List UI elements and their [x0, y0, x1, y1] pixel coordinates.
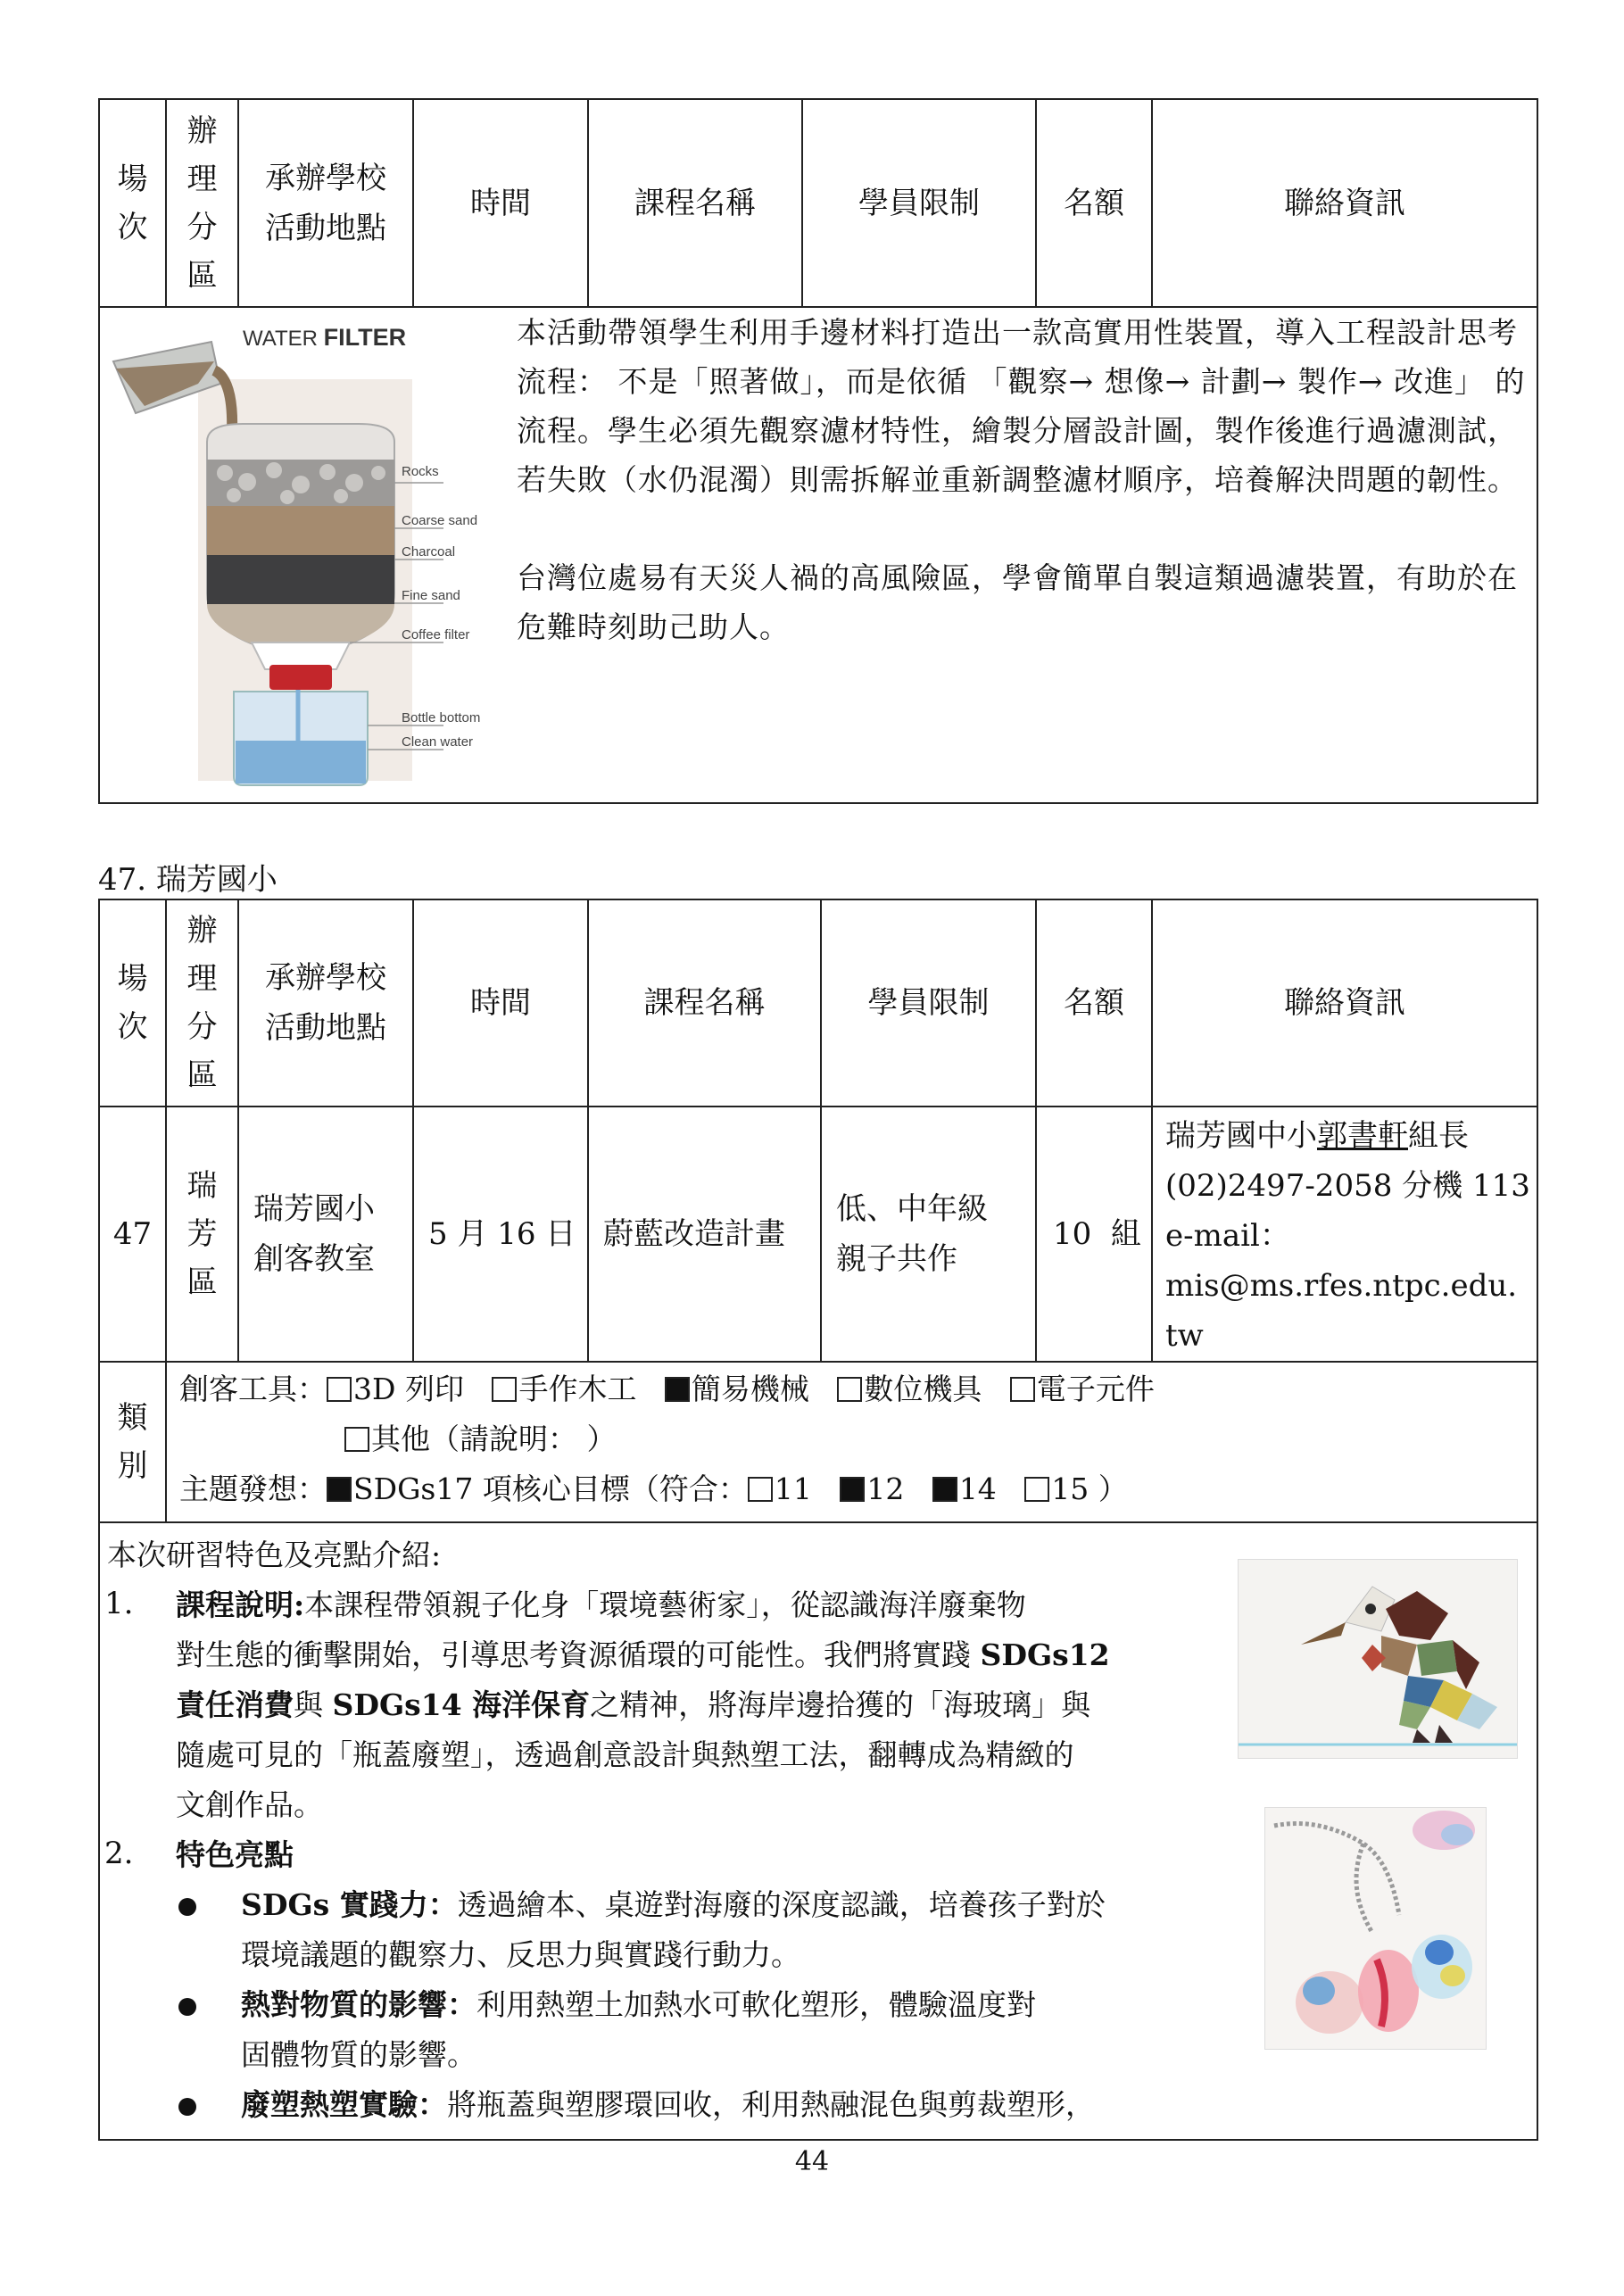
row-district: 瑞 芳 區 — [166, 1107, 238, 1362]
label-charcoal: Charcoal — [402, 544, 456, 559]
bullet-3: 廢塑熱塑實驗：將瓶蓋與塑膠環回收，利用熱融混色與剪裁塑形， — [241, 2087, 1095, 2122]
description-paragraph-2: 台灣位處易有天災人禍的高風險區，學會簡單自製這類過濾裝置，有助於在危難時刻助己助人。 — [517, 560, 1518, 644]
checkbox-sdg-12[interactable] — [840, 1477, 865, 1502]
row-quota: 10 組 — [1036, 1107, 1152, 1362]
contact-email-label: e-mail： — [1165, 1218, 1290, 1254]
label-clean-water: Clean water — [402, 734, 474, 750]
table-previous — [98, 98, 1538, 804]
bullet-icon — [178, 2098, 196, 2116]
section-title: 47. 瑞芳國小 — [98, 862, 278, 898]
table-header-row — [99, 99, 1537, 307]
header-time: 時間 — [413, 899, 588, 1107]
theme-line: 主題發想： SDGs17 項核心目標（符合： 11 12 14 15 ） — [179, 1471, 1128, 1506]
activity-description-cell — [99, 307, 1537, 803]
checkbox-electronics[interactable] — [1010, 1377, 1035, 1402]
row-contact — [1152, 1107, 1537, 1362]
maker-tools-line: 創客工具： 3D 列印 手作木工 簡易機械 數位機具 電子元件 — [179, 1372, 1155, 1406]
label-coarse-sand: Coarse sand — [402, 513, 478, 528]
header-students: 學員限制 — [821, 899, 1036, 1107]
label-coffee-filter: Coffee filter — [402, 627, 470, 642]
checkbox-digital-machine[interactable] — [837, 1377, 862, 1402]
header-district: 辦 理 分 區 — [166, 899, 238, 1107]
sea-glass-bird-photo — [1238, 1559, 1518, 1759]
header-quota: 名額 — [1036, 899, 1152, 1107]
checkbox-woodwork[interactable] — [492, 1377, 517, 1402]
intro-cell — [99, 1522, 1537, 2140]
bullet-1: SDGs 實踐力：透過繪本、桌遊對海廢的深度認識，培養孩子對於 環境議題的觀察力、反思力與實踐行動力。 — [241, 1887, 1106, 1972]
checkbox-simple-machine[interactable] — [665, 1377, 690, 1402]
row-school: 瑞芳國小 創客教室 — [238, 1107, 413, 1362]
header-school: 承辦學校 活動地點 — [238, 99, 413, 307]
water-filter-diagram — [100, 308, 493, 804]
header-students: 學員限制 — [802, 99, 1036, 307]
item2-number: 2. — [104, 1836, 134, 1871]
bullet-2: 熱對物質的影響：利用熱塑土加熱水可軟化塑形，體驗溫度對 固體物質的影響。 — [241, 1987, 1036, 2072]
description-paragraph-1: 本活動帶領學生利用手邊材料打造出一款高實用性裝置，導入工程設計思考流程： 不是「照著做」，而是依循 「觀察→ 想像→ 計劃→ 製作→ 改進」 的流程。學生必須先觀察濾材特性，繪製分層設計圖，製作後進行過濾測試，若失敗（水仍混濁）則需拆解並重新調整濾材順序，培養解決問題的韌性。 — [517, 315, 1526, 497]
header-course: 課程名稱 — [588, 899, 821, 1107]
contact-name: 瑞芳國中小郭書軒組長 — [1165, 1118, 1469, 1154]
header-contact: 聯絡資訊 — [1152, 899, 1537, 1107]
label-bottle-bottom: Bottle bottom — [402, 710, 481, 725]
table-header-row — [99, 899, 1537, 1107]
row-students: 低、中年級 親子共作 — [821, 1107, 1036, 1362]
keychain-artwork — [1265, 1808, 1486, 2049]
charcoal-layer — [207, 555, 394, 604]
other-line: 其他（請說明： ） — [179, 1414, 1537, 1464]
contact-phone: (02)2497-2058 分機 113 — [1165, 1168, 1530, 1204]
item2-heading: 特色亮點 — [176, 1837, 294, 1872]
header-time: 時間 — [413, 99, 588, 307]
header-school: 承辦學校 活動地點 — [238, 899, 413, 1107]
header-quota: 名額 — [1036, 99, 1152, 307]
category-content — [166, 1362, 1537, 1522]
row-course: 蔚藍改造計畫 — [588, 1107, 821, 1362]
intro-row — [99, 1522, 1537, 2140]
table-ruifang — [98, 899, 1538, 2141]
row-session: 47 — [99, 1107, 166, 1362]
checkbox-other[interactable] — [344, 1427, 369, 1452]
checkbox-sdgs[interactable] — [327, 1477, 352, 1502]
label-fine-sand: Fine sand — [402, 588, 460, 603]
row-time: 5 月 16 日 — [413, 1107, 588, 1362]
figure-labels — [402, 464, 480, 750]
keychain-photo — [1264, 1807, 1487, 2050]
water-filter-illustration — [100, 308, 493, 804]
header-session: 場 次 — [99, 99, 166, 307]
table-row — [99, 1107, 1537, 1362]
page-number: 44 — [794, 2146, 830, 2177]
figure-title: WATER FILTER — [243, 324, 407, 351]
checkbox-3d-print[interactable] — [327, 1377, 352, 1402]
checkbox-sdg-11[interactable] — [748, 1477, 773, 1502]
contact-email[interactable]: mis@ms.rfes.ntpc.edu. tw — [1165, 1268, 1518, 1354]
checkbox-sdg-15[interactable] — [1024, 1477, 1049, 1502]
header-course: 課程名稱 — [588, 99, 802, 307]
label-rocks: Rocks — [402, 464, 439, 479]
checkbox-sdg-14[interactable] — [932, 1477, 957, 1502]
bullet-icon — [178, 1998, 196, 2016]
clean-water — [236, 741, 366, 783]
intro-heading: 本次研習特色及亮點介紹: — [107, 1538, 442, 1572]
header-contact: 聯絡資訊 — [1152, 99, 1537, 307]
item1-number: 1. — [104, 1586, 134, 1621]
category-label: 類 別 — [99, 1362, 166, 1522]
coarse-sand-layer — [207, 506, 394, 555]
header-district: 辦 理 分 區 — [166, 99, 238, 307]
activity-description — [517, 308, 1529, 651]
sea-glass-bird-artwork — [1239, 1560, 1517, 1758]
bottle-cap — [269, 665, 332, 690]
item1-text: 課程說明:本課程帶領親子化身「環境藝術家」，從認識海洋廢棄物 對生態的衝擊開始，引導思考資源循環的可能性。我們將實踐 SDGs12 責任消費與 SDGs14 海洋保育之精神，將海岸邊拾獲的「海玻璃」與 隨處可見的「瓶蓋廢塑」，透過創意設計與熱塑工法，翻轉成為精緻的 文創作品。 — [176, 1587, 1110, 1822]
category-row — [99, 1362, 1537, 1522]
bullet-icon — [178, 1898, 196, 1916]
header-session: 場 次 — [99, 899, 166, 1107]
